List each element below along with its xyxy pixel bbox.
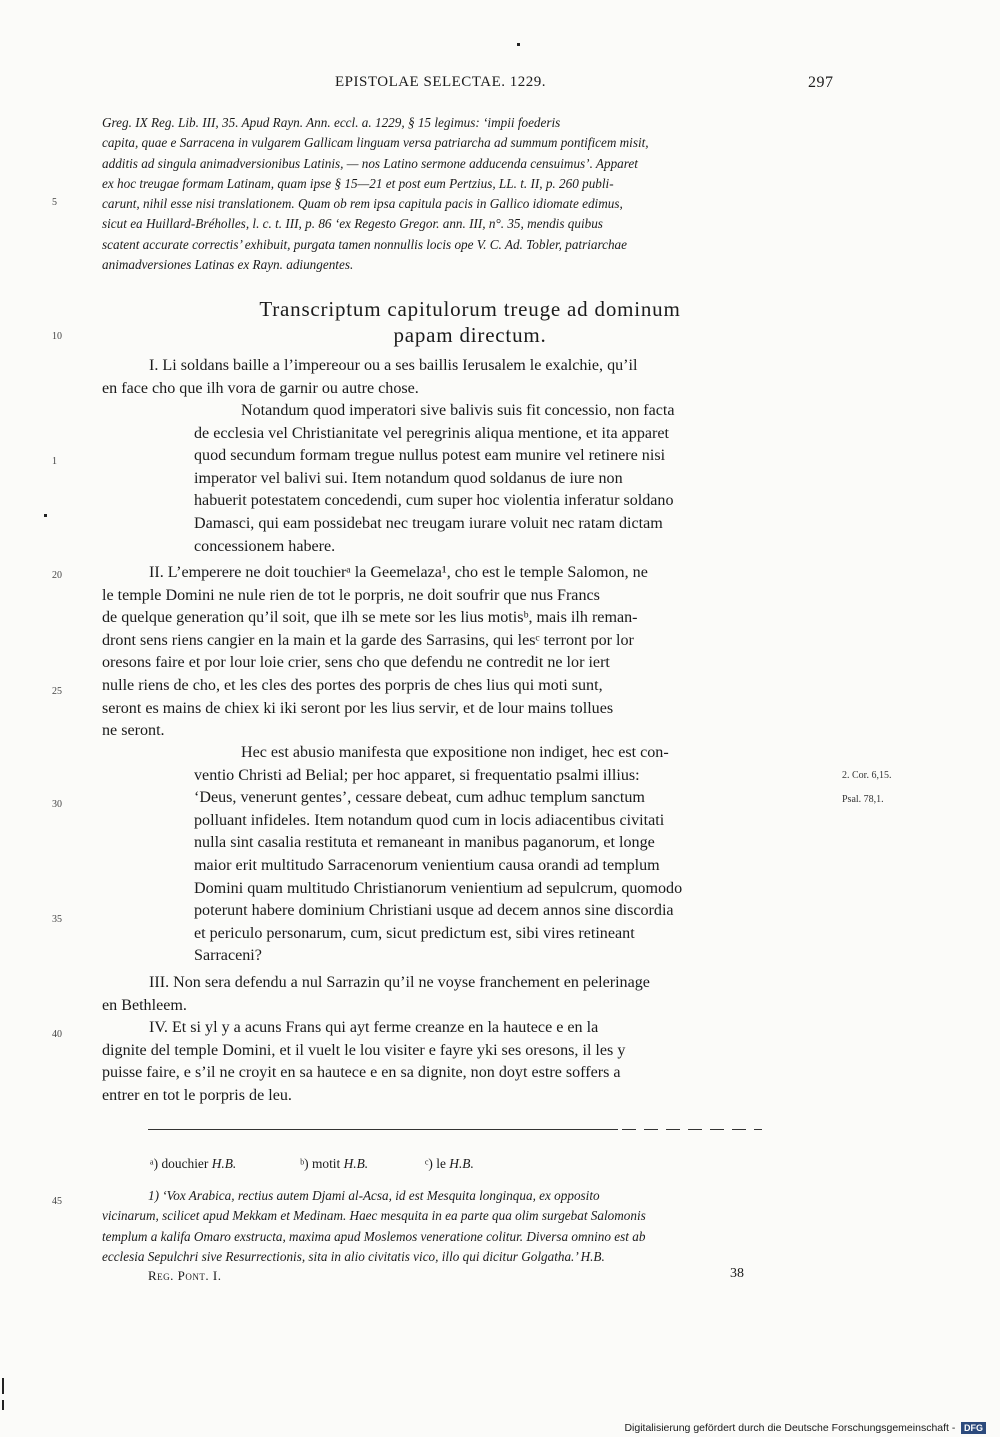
document-title-line-1: Transcriptum capitulorum treuge ad dominum bbox=[259, 297, 681, 321]
commentary-line: Damasci, qui eam possidebat nec treugam iurare voluit nec ratam dictam bbox=[194, 514, 663, 532]
sheet-number: 38 bbox=[730, 1266, 744, 1281]
variant-reading: douchier bbox=[161, 1156, 209, 1171]
footnote-line: 1) ‘Vox Arabica, rectius autem Djami al-Acsa, id est Mesquita longinqua, ex opposito bbox=[148, 1188, 600, 1203]
article-line: seront es mains de chiex ki iki seront por les lius servir, et de lour mains tollues bbox=[102, 699, 614, 717]
commentary-line: quod secundum formam tregue nullus potest eam munire vel retinere nisi bbox=[194, 447, 666, 465]
intro-line: ex hoc treugae formam Latinam, quam ipse § 15—21 et post eum Pertzius, LL. t. II, p. 260 publi- bbox=[102, 175, 614, 191]
line-number: 5 bbox=[52, 197, 57, 208]
variant-source: H.B. bbox=[343, 1156, 369, 1171]
article-line: puisse faire, e s’il ne croyit en sa hautece e en sa dignite, non doyt estre soffers a bbox=[102, 1064, 621, 1082]
article-line: nulle riens de cho, et les cles des portes des porpris de ches lius qui moti sunt, bbox=[102, 676, 603, 694]
commentary-1 bbox=[194, 400, 835, 558]
intro-line: animadversiones Latinas ex Rayn. adiungentes. bbox=[102, 257, 354, 273]
intro-paragraph bbox=[102, 113, 835, 275]
variant-note-a bbox=[150, 1156, 236, 1172]
article-line: III. Non sera defendu a nul Sarrazin qu’il ne voyse franchement en pelerinage bbox=[149, 974, 650, 991]
footnote-rule-broken bbox=[622, 1129, 762, 1130]
intro-line: additis ad singula animadversionibus Latinis, — nos Latino sermone adducenda censuimus’. Apparet bbox=[102, 155, 638, 171]
line-number: 35 bbox=[52, 914, 62, 925]
article-line: de quelque generation qu’il soit, que ilh se mete sor les lius motisᵇ, mais ilh reman- bbox=[102, 609, 638, 627]
intro-line: carunt, nihil esse nisi translationem. Quam ob rem ipsa capitula pacis in Gallico idiomate edimus, bbox=[102, 196, 623, 212]
article-line: entrer en tot le porpris de leu. bbox=[102, 1086, 292, 1104]
commentary-line: nulla sint casalia restituta et remaneant in manibus paganorum, et longe bbox=[194, 834, 655, 852]
article-line: en face cho que ilh vora de garnir ou autre chose. bbox=[102, 379, 419, 397]
commentary-line: maior erit multitudo Sarracenorum venientium causa orandi ad templum bbox=[194, 856, 660, 874]
commentary-line: habuerit potestatem concedendi, cum super hoc violentia inferatur soldano bbox=[194, 492, 674, 510]
line-number: 10 bbox=[52, 331, 62, 342]
article-1 bbox=[102, 355, 835, 400]
commentary-line: imperator vel balivi sui. Item notandum quod soldanus de iure non bbox=[194, 469, 623, 487]
page-number: 297 bbox=[808, 74, 834, 91]
variant-reading: motit bbox=[311, 1156, 341, 1171]
line-number: 45 bbox=[52, 1196, 62, 1207]
digitization-text: Digitalisierung gefördert durch die Deutsche Forschungsgemeinschaft - bbox=[624, 1422, 956, 1434]
variant-source: H.B. bbox=[211, 1156, 237, 1171]
footnote-1 bbox=[102, 1186, 835, 1267]
line-number: 40 bbox=[52, 1029, 62, 1040]
intro-line: capita, quae e Sarracena in vulgarem Gallicam linguam versa patriarcha ad summum pontificem misit, bbox=[102, 135, 649, 151]
dfg-logo: DFG bbox=[961, 1422, 986, 1434]
line-number: 25 bbox=[52, 686, 62, 697]
digitization-credit bbox=[624, 1422, 986, 1434]
commentary-2 bbox=[194, 742, 835, 968]
running-title: EPISTOLAE SELECTAE. 1229. bbox=[335, 74, 547, 90]
intro-line: Greg. IX Reg. Lib. III, 35. Apud Rayn. Ann. eccl. a. 1229, § 15 legimus: ‘impii foederis bbox=[102, 115, 561, 130]
variant-note-c bbox=[425, 1156, 474, 1172]
line-number: 1 bbox=[52, 456, 57, 467]
variant-note-b bbox=[300, 1156, 368, 1172]
scan-edge-mark bbox=[2, 1378, 4, 1394]
variant-mark: ᵃ) bbox=[150, 1156, 159, 1171]
document-title-line-2: papam directum. bbox=[393, 323, 547, 347]
article-line: I. Li soldans baille a l’impereour ou a ses baillis Ierusalem le exalchie, qu’il bbox=[149, 357, 638, 374]
commentary-line: ventio Christi ad Belial; per hoc apparet, si frequentatio psalmi illius: bbox=[194, 766, 640, 784]
commentary-line: Notandum quod imperatori sive balivis suis fit concessio, non facta bbox=[241, 402, 675, 419]
margin-reference: 2. Cor. 6,15. bbox=[842, 770, 892, 781]
variant-reading: le bbox=[436, 1156, 446, 1171]
article-3 bbox=[102, 972, 835, 1017]
article-line: dignite del temple Domini, et il vuelt le lou visiter e fayre yki ses oresons, il les y bbox=[102, 1041, 626, 1059]
variant-mark: ᶜ) bbox=[425, 1156, 433, 1171]
variant-source: H.B. bbox=[449, 1156, 474, 1171]
article-line: ne seront. bbox=[102, 722, 165, 740]
article-line: dront sens riens cangier en la main et la garde des Sarrasins, qui lesᶜ terront por lor bbox=[102, 631, 634, 649]
footnote-line: templum a kalifa Omaro exstructa, maxima apud Moslemos veneratione colitur. Diversa omnino est ab bbox=[102, 1228, 646, 1244]
article-4 bbox=[102, 1017, 835, 1107]
commentary-line: Hec est abusio manifesta que expositione non indiget, hec est con- bbox=[241, 744, 669, 761]
commentary-line: Domini quam multitudo Christianorum venientium ad sepulcrum, quomodo bbox=[194, 879, 683, 897]
scan-speck bbox=[517, 43, 520, 46]
article-line: II. L’emperere ne doit touchierᵃ la Geemelaza¹, cho est le temple Salomon, ne bbox=[149, 564, 648, 581]
intro-line: sicut ea Huillard-Bréholles, l. c. t. III, p. 86 ‘ex Regesto Gregor. ann. III, n°. 35, mendis quibus bbox=[102, 216, 603, 232]
article-2 bbox=[102, 562, 835, 743]
article-line: le temple Domini ne nule rien de tot le porpris, ne doit soufrir que nus Francs bbox=[102, 586, 600, 604]
commentary-line: ‘Deus, venerunt gentes’, cessare debeat, cum adhuc templum sanctum bbox=[194, 789, 645, 807]
scan-edge-mark bbox=[2, 1400, 4, 1410]
commentary-line: poterunt habere dominium Christiani usque ad decem annos sine discordia bbox=[194, 902, 674, 920]
article-line: IV. Et si yl y a acuns Frans qui ayt ferme creanze en la hautece e en la bbox=[149, 1019, 599, 1036]
margin-reference: Psal. 78,1. bbox=[842, 794, 884, 805]
commentary-line: polluant infideles. Item notandum quod cum in locis adiacentibus civitati bbox=[194, 811, 665, 829]
footnote-line: vicinarum, scilicet apud Mekkam et Medinam. Haec mesquita in ea parte qua olim surgebat Salomonis bbox=[102, 1208, 646, 1224]
signature-mark: Reg. Pont. I. bbox=[148, 1268, 222, 1283]
commentary-line: Sarraceni? bbox=[194, 947, 262, 965]
line-number: 30 bbox=[52, 799, 62, 810]
commentary-line: de ecclesia vel Christianitate vel peregrinis aliqua mentione, et ita apparet bbox=[194, 424, 670, 442]
intro-line: scatent accurate correctis’ exhibuit, purgata tamen nonnullis locis ope V. C. Ad. Tobler, patriarchae bbox=[102, 236, 628, 252]
footnote-line: ecclesia Sepulchri sive Resurrectionis, sita in alio civitatis vico, illo qui dicitur Golgatha.’ H.B. bbox=[102, 1248, 605, 1264]
commentary-line: concessionem habere. bbox=[194, 537, 336, 555]
commentary-line: et periculo personarum, cum, sicut predictum est, sibi vires retineant bbox=[194, 924, 635, 942]
article-line: oresons faire et por lour loie crier, sens cho que defendu ne contredit ne lor iert bbox=[102, 654, 610, 672]
article-line: en Bethleem. bbox=[102, 996, 187, 1014]
variant-mark: ᵇ) bbox=[300, 1156, 309, 1171]
scan-speck bbox=[44, 514, 47, 517]
line-number: 20 bbox=[52, 570, 62, 581]
footnote-rule bbox=[148, 1129, 618, 1130]
